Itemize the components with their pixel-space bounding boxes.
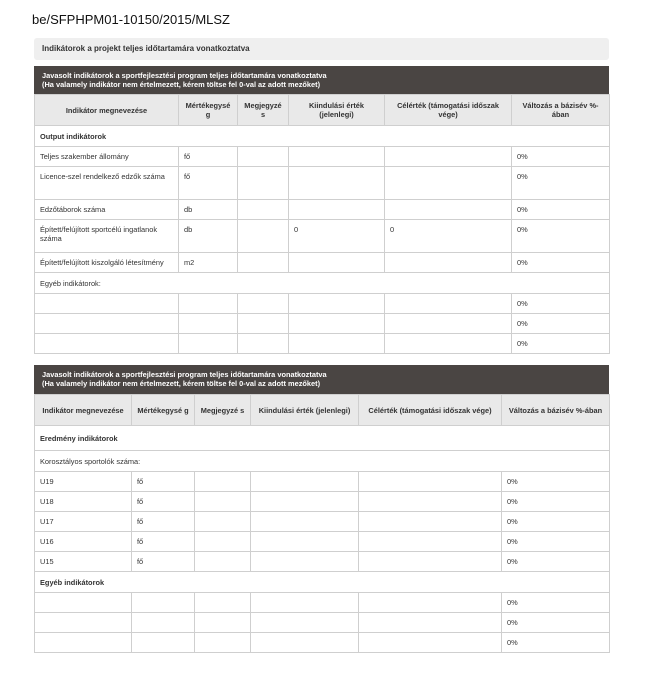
note-cell (195, 552, 251, 572)
start-value-cell (251, 512, 359, 532)
change-cell: 0% (512, 253, 610, 273)
target-value-cell (385, 314, 512, 334)
note-cell (195, 532, 251, 552)
change-cell: 0% (502, 492, 610, 512)
change-cell: 0% (512, 334, 610, 354)
column-header: Célérték (támogatási időszak vége) (385, 95, 512, 126)
output-indicators-table (34, 94, 610, 354)
column-header: Indikátor megnevezése (35, 395, 132, 426)
age-group-title: Korosztályos sportolók száma: (35, 451, 610, 472)
unit-cell: fő (132, 552, 195, 572)
start-value-cell (251, 633, 359, 653)
start-value-cell (289, 314, 385, 334)
target-value-cell (385, 294, 512, 314)
table-row (35, 220, 610, 253)
table2-header-line2: (Ha valamely indikátor nem értelmezett, kérem töltse fel 0-val az adott mezőket) (42, 379, 321, 388)
table-row (35, 552, 610, 572)
note-cell (238, 147, 289, 167)
column-header: Mértékegysé g (132, 395, 195, 426)
note-cell (238, 200, 289, 220)
change-cell: 0% (512, 200, 610, 220)
column-header: Változás a bázisév %-ában (502, 395, 610, 426)
note-cell (195, 472, 251, 492)
note-cell (195, 492, 251, 512)
column-header: Megjegyzé s (195, 395, 251, 426)
note-cell (195, 613, 251, 633)
output-indicators-title: Output indikátorok (35, 126, 610, 147)
start-value-cell (251, 472, 359, 492)
start-value-cell (251, 613, 359, 633)
indicator-name: U19 (35, 472, 132, 492)
table2-column-header-row (35, 395, 610, 426)
target-value-cell (359, 633, 502, 653)
target-value-cell (359, 512, 502, 532)
unit-cell: fő (132, 512, 195, 532)
table2-header-line1: Javasolt indikátorok a sportfejlesztési program teljes időtartamára vonatkoztatva (42, 370, 327, 379)
note-cell (238, 294, 289, 314)
start-value-cell (251, 552, 359, 572)
change-cell: 0% (512, 167, 610, 200)
indicator-name (35, 334, 179, 354)
table1-header-line2: (Ha valamely indikátor nem értelmezett, kérem töltse fel 0-val az adott mezőket) (42, 80, 321, 89)
unit-cell: fő (179, 167, 238, 200)
unit-cell (132, 633, 195, 653)
other-indicators-title: Egyéb indikátorok: (35, 273, 610, 294)
table-row (35, 200, 610, 220)
target-value-cell (359, 472, 502, 492)
document-id: be/SFPHPM01-10150/2015/MLSZ (32, 12, 230, 27)
unit-cell (132, 593, 195, 613)
indicator-name (35, 314, 179, 334)
unit-cell (179, 334, 238, 354)
section-title: Indikátorok a projekt teljes időtartamára vonatkoztatva (34, 38, 609, 60)
target-value-cell: 0 (385, 220, 512, 253)
column-header: Változás a bázisév %-ában (512, 95, 610, 126)
indicator-name: Teljes szakember állomány (35, 147, 179, 167)
other-indicators-title: Egyéb indikátorok (35, 572, 610, 593)
unit-cell (179, 294, 238, 314)
table-row (35, 167, 610, 200)
unit-cell (179, 314, 238, 334)
start-value-cell (289, 334, 385, 354)
start-value-cell (251, 492, 359, 512)
unit-cell: m2 (179, 253, 238, 273)
table-row (35, 294, 610, 314)
table-row (35, 532, 610, 552)
target-value-cell (359, 613, 502, 633)
target-value-cell (359, 552, 502, 572)
change-cell: 0% (502, 593, 610, 613)
change-cell: 0% (512, 314, 610, 334)
indicator-name: Épített/felújított sportcélú ingatlanok száma (35, 220, 179, 253)
change-cell: 0% (502, 532, 610, 552)
table1-header (34, 66, 609, 94)
table2-header (34, 365, 609, 394)
start-value-cell (251, 593, 359, 613)
indicator-name: U17 (35, 512, 132, 532)
table-row (35, 253, 610, 273)
column-header: Mértékegysé g (179, 95, 238, 126)
target-value-cell (359, 532, 502, 552)
indicator-name: U15 (35, 552, 132, 572)
start-value-cell (289, 294, 385, 314)
table-row (35, 633, 610, 653)
change-cell: 0% (512, 294, 610, 314)
indicator-name: U18 (35, 492, 132, 512)
target-value-cell (385, 167, 512, 200)
indicator-name: Licence-szel rendelkező edzők száma (35, 167, 179, 200)
result-indicators-title: Eredmény indikátorok (35, 426, 610, 451)
change-cell: 0% (512, 220, 610, 253)
target-value-cell (359, 492, 502, 512)
target-value-cell (385, 147, 512, 167)
start-value-cell (289, 147, 385, 167)
unit-cell (132, 613, 195, 633)
target-value-cell (385, 334, 512, 354)
note-cell (195, 633, 251, 653)
change-cell: 0% (502, 613, 610, 633)
column-header: Kiindulási érték (jelenlegi) (251, 395, 359, 426)
column-header: Indikátor megnevezése (35, 95, 179, 126)
group-row (35, 273, 610, 294)
group-row (35, 451, 610, 472)
indicator-name: U16 (35, 532, 132, 552)
unit-cell: fő (179, 147, 238, 167)
target-value-cell (359, 593, 502, 613)
table-row (35, 472, 610, 492)
start-value-cell (289, 253, 385, 273)
start-value-cell: 0 (289, 220, 385, 253)
indicator-name (35, 633, 132, 653)
result-indicators-table (34, 394, 610, 653)
column-header: Kiindulási érték (jelenlegi) (289, 95, 385, 126)
note-cell (238, 220, 289, 253)
unit-cell: fő (132, 472, 195, 492)
note-cell (238, 314, 289, 334)
column-header: Megjegyzé s (238, 95, 289, 126)
group-row (35, 126, 610, 147)
unit-cell: db (179, 220, 238, 253)
table1-column-header-row (35, 95, 610, 126)
start-value-cell (289, 200, 385, 220)
start-value-cell (251, 532, 359, 552)
table-row (35, 512, 610, 532)
indicator-name: Edzőtáborok száma (35, 200, 179, 220)
change-cell: 0% (502, 633, 610, 653)
note-cell (195, 593, 251, 613)
table1-header-line1: Javasolt indikátorok a sportfejlesztési program teljes időtartamára vonatkoztatva (42, 71, 327, 80)
unit-cell: fő (132, 492, 195, 512)
change-cell: 0% (502, 472, 610, 492)
target-value-cell (385, 253, 512, 273)
indicator-name (35, 294, 179, 314)
start-value-cell (289, 167, 385, 200)
note-cell (195, 512, 251, 532)
change-cell: 0% (512, 147, 610, 167)
indicator-name (35, 613, 132, 633)
table-row (35, 147, 610, 167)
note-cell (238, 167, 289, 200)
table-row (35, 492, 610, 512)
note-cell (238, 334, 289, 354)
indicator-name: Épített/felújított kiszolgáló létesítmény (35, 253, 179, 273)
change-cell: 0% (502, 552, 610, 572)
table-row (35, 593, 610, 613)
unit-cell: db (179, 200, 238, 220)
change-cell: 0% (502, 512, 610, 532)
group-row (35, 572, 610, 593)
indicator-name (35, 593, 132, 613)
table-row (35, 613, 610, 633)
target-value-cell (385, 200, 512, 220)
table-row (35, 334, 610, 354)
unit-cell: fő (132, 532, 195, 552)
group-row (35, 426, 610, 451)
table-row (35, 314, 610, 334)
column-header: Célérték (támogatási időszak vége) (359, 395, 502, 426)
note-cell (238, 253, 289, 273)
